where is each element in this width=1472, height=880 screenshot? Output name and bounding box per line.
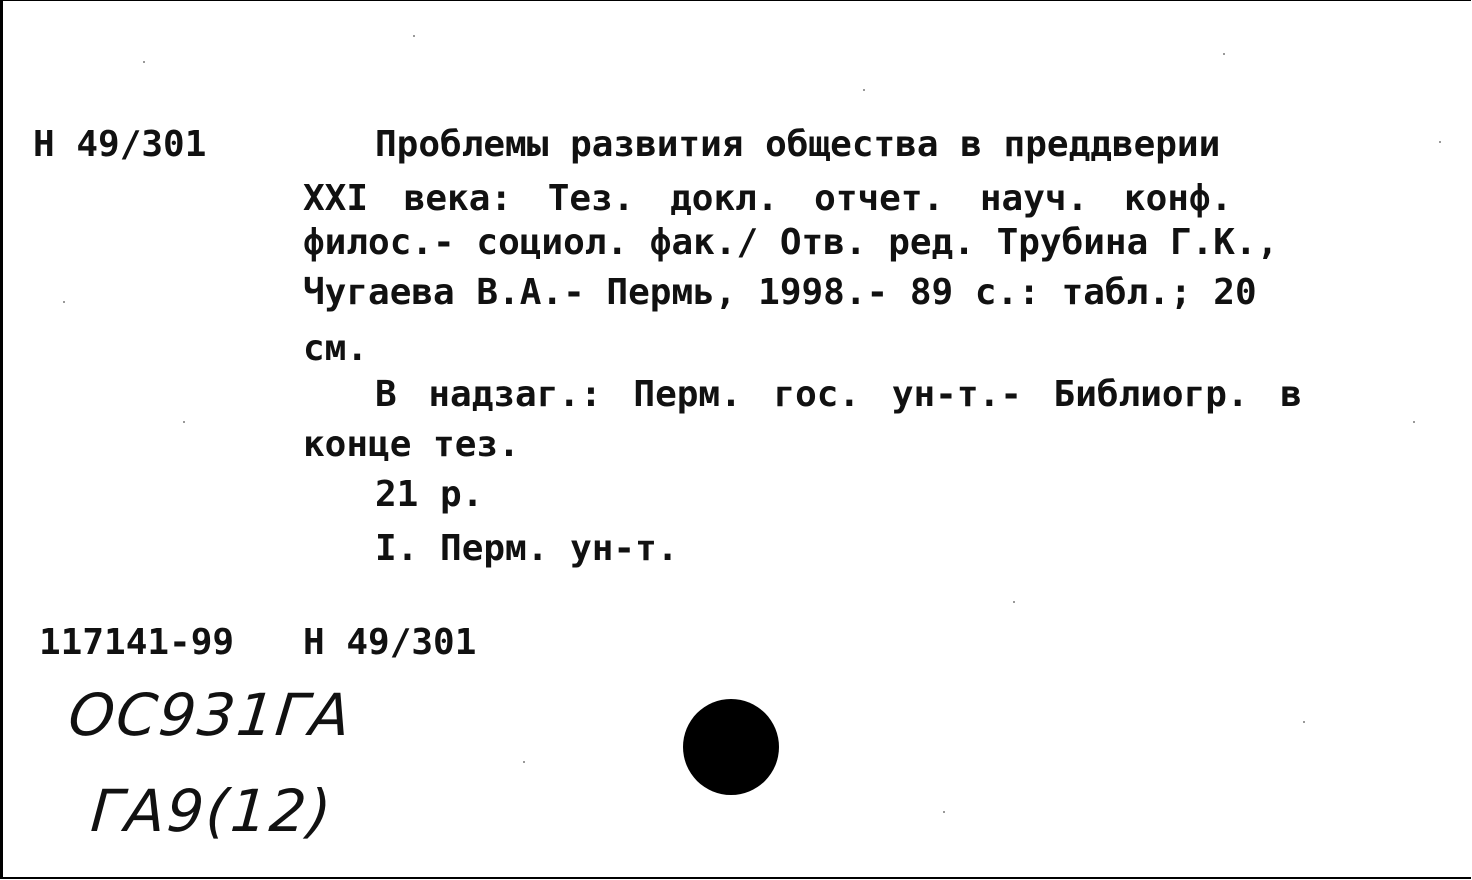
- scan-speck: [863, 89, 865, 91]
- note-line-2: конце тез.: [303, 424, 520, 465]
- price: 21 р.: [375, 474, 484, 515]
- scan-speck: [943, 811, 945, 813]
- punched-hole: [683, 699, 779, 795]
- note-line-1: В надзаг.: Перм. гос. ун-т.- Библиогр. в: [375, 374, 1302, 415]
- scan-speck: [63, 301, 65, 303]
- scan-speck: [1413, 421, 1415, 423]
- scan-speck: [183, 421, 185, 423]
- title-line-5: см.: [303, 328, 369, 369]
- title-line-3: филос.- социол. фак./ Отв. ред. Трубина Г.К.,: [303, 222, 1279, 263]
- scan-speck: [143, 61, 145, 63]
- handwritten-shelfmark-2: ГА9(12): [88, 777, 336, 845]
- title-line-4: Чугаева В.А.- Пермь, 1998.- 89 с.: табл.; 20: [303, 272, 1257, 313]
- handwritten-shelfmark-1: ОС931ГА: [65, 681, 356, 749]
- scan-speck: [413, 35, 415, 37]
- scan-speck: [1223, 53, 1225, 55]
- scan-speck: [1439, 141, 1441, 143]
- call-number: Н 49/301: [33, 124, 207, 165]
- title-line-2: XXI века: Тез. докл. отчет. науч. конф.: [303, 178, 1233, 219]
- scan-speck: [1303, 721, 1305, 723]
- call-number-repeat: Н 49/301: [303, 622, 477, 663]
- scan-speck: [523, 761, 525, 763]
- subject-heading: I. Перм. ун-т.: [375, 528, 679, 569]
- scan-speck: [1013, 601, 1015, 603]
- title-line-1-text: Проблемы развития общества в преддверии: [375, 124, 1221, 165]
- inventory-number: 117141-99: [39, 622, 235, 663]
- title-line-1: [375, 124, 1407, 165]
